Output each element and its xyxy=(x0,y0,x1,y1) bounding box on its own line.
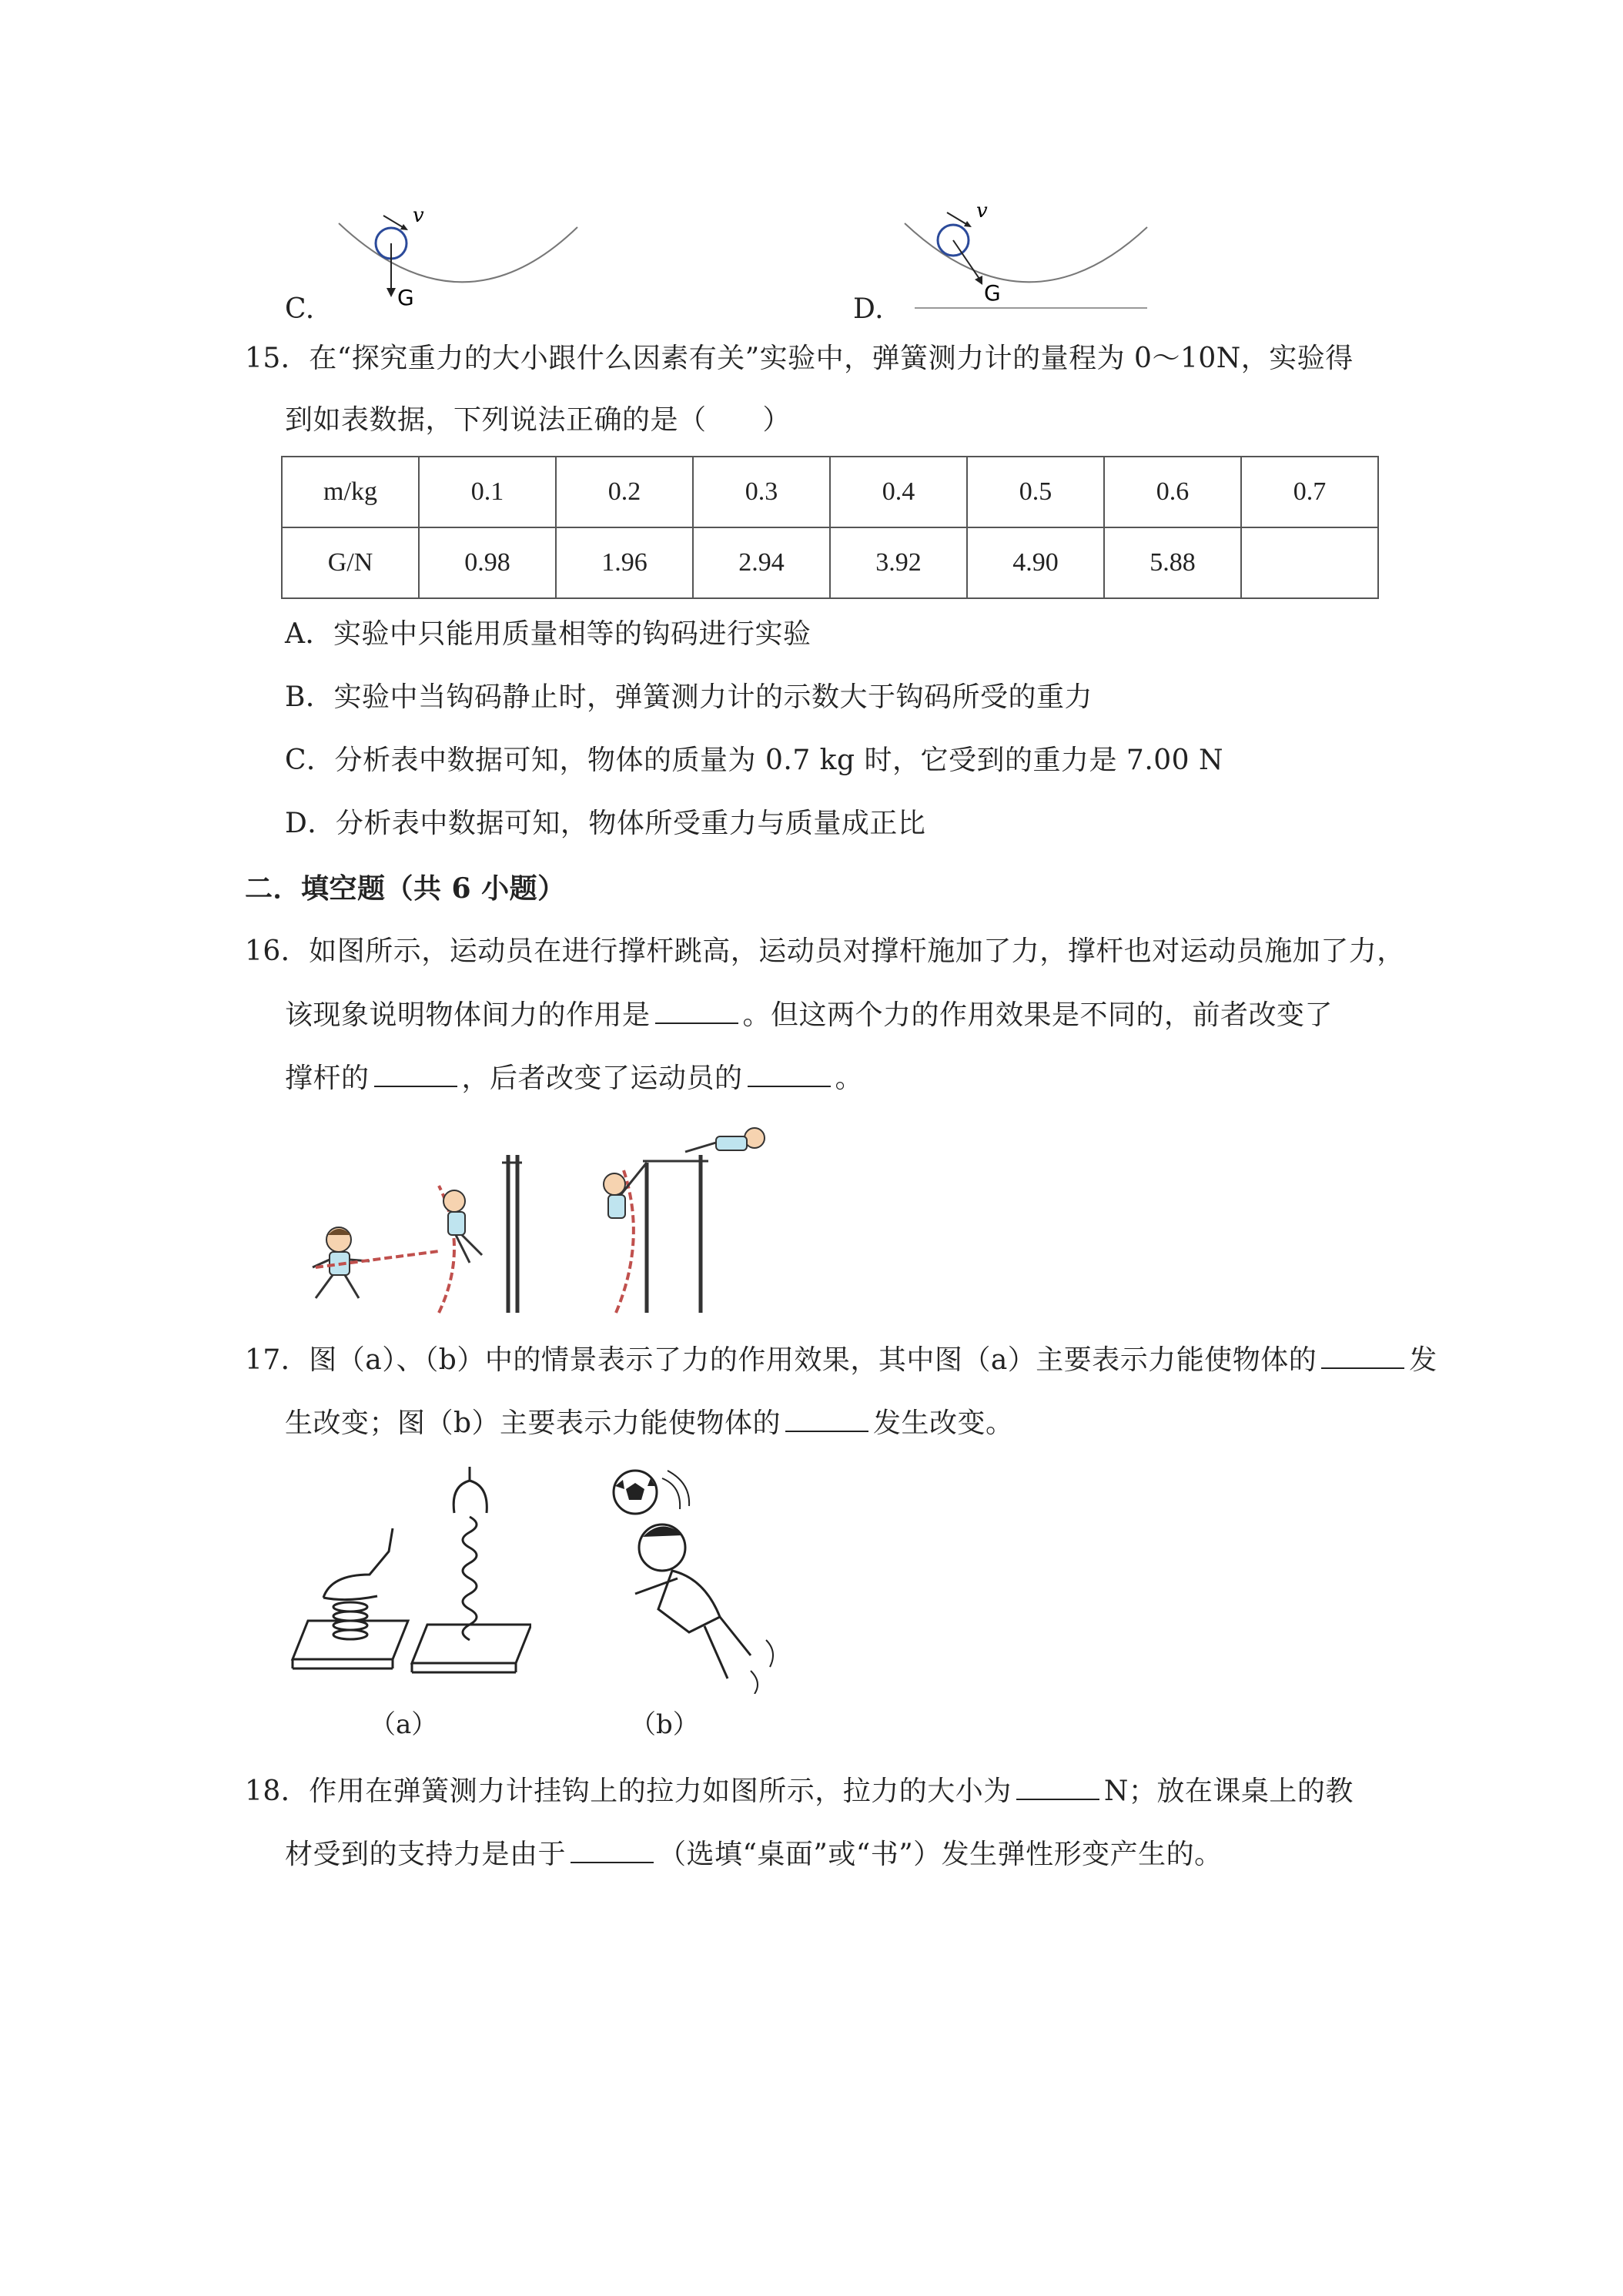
table-cell: 2.94 xyxy=(693,527,830,598)
q16-blank-1[interactable] xyxy=(655,996,738,1024)
table-cell: 4.90 xyxy=(967,527,1104,598)
q16-text: 。但这两个力的作用效果是不同的，前者改变了 xyxy=(742,999,1334,1031)
q15-option-d: D．分析表中数据可知，物体所受重力与质量成正比 xyxy=(285,808,926,839)
gravity-label: G xyxy=(397,285,414,310)
q18-blank-2[interactable] xyxy=(571,1836,654,1863)
table-cell: 1.96 xyxy=(556,527,693,598)
pole-vault-figure xyxy=(285,1124,778,1317)
q18-blank-1[interactable] xyxy=(1016,1772,1099,1800)
q16-blank-3[interactable] xyxy=(748,1059,831,1087)
q17-text: 生改变；图（b）主要表示力能使物体的 xyxy=(285,1407,781,1439)
gravity-label: G xyxy=(984,280,1001,306)
q15-option-b: B．实验中当钩码静止时，弹簧测力计的示数大于钩码所受的重力 xyxy=(285,681,1093,713)
q17-blank-2[interactable] xyxy=(785,1404,868,1432)
velocity-label: v xyxy=(413,204,424,227)
table-cell: 0.1 xyxy=(419,457,556,527)
option-d-figure xyxy=(893,192,1170,316)
curved-track xyxy=(339,223,577,282)
q16-text: 该现象说明物体间力的作用是 xyxy=(285,999,651,1031)
option-d-label: D. xyxy=(853,293,885,325)
option-c-label: C. xyxy=(285,293,315,325)
q17-text: 发生改变。 xyxy=(873,1407,1014,1439)
vaulter-sprite xyxy=(443,1190,482,1263)
table-cell: 0.6 xyxy=(1104,457,1241,527)
q15-stem-line1: 15．在“探究重力的大小跟什么因素有关”实验中，弹簧测力计的量程为 0～10N，实验得 xyxy=(245,343,1354,374)
q16-text: ，后者改变了运动员的 xyxy=(461,1063,743,1094)
q17-text: 发 xyxy=(1409,1344,1437,1376)
velocity-label: v xyxy=(976,199,988,223)
table-cell: 0.2 xyxy=(556,457,693,527)
table-cell: 0.3 xyxy=(693,457,830,527)
q17-stem-line1 xyxy=(245,1341,1437,1379)
q15-option-a: A．实验中只能用质量相等的钩码进行实验 xyxy=(285,618,812,650)
q18-stem-line1 xyxy=(245,1772,1354,1810)
q16-stem-line1: 16．如图所示，运动员在进行撑杆跳高，运动员对撑杆施加了力，撑杆也对运动员施加了力， xyxy=(245,935,1405,967)
q16-blank-2[interactable] xyxy=(374,1059,457,1087)
q17-blank-1[interactable] xyxy=(1321,1341,1404,1369)
table-cell: 5.88 xyxy=(1104,527,1241,598)
table-cell: 0.5 xyxy=(967,457,1104,527)
q16-text: 。 xyxy=(835,1063,864,1094)
q18-text: 材受到的支持力是由于 xyxy=(285,1839,567,1870)
table-cell: 0.7 xyxy=(1241,457,1378,527)
caption-b: （b） xyxy=(630,1709,699,1740)
table-row-gravity xyxy=(282,527,1378,598)
option-c-figure xyxy=(323,192,601,316)
q18-text: （选填“桌面”或“书”）发生弹性形变产生的。 xyxy=(658,1839,1223,1870)
q16-stem-line2 xyxy=(285,996,1333,1034)
q15-option-c: C．分析表中数据可知，物体的质量为 0.7 kg 时，它受到的重力是 7.00 N xyxy=(285,745,1224,776)
table-cell: G/N xyxy=(282,527,419,598)
section-heading: 二．填空题（共 6 小题） xyxy=(245,872,566,905)
q16-text: 撑杆的 xyxy=(285,1063,370,1094)
q18-text: 18．作用在弹簧测力计挂钩上的拉力如图所示，拉力的大小为 xyxy=(245,1776,1012,1807)
q16-stem-line3 xyxy=(285,1059,863,1097)
figure-a-springs xyxy=(285,1467,531,1690)
q18-stem-line2 xyxy=(285,1836,1223,1873)
table-cell-empty xyxy=(1241,527,1378,598)
table-cell: m/kg xyxy=(282,457,419,527)
table-cell: 0.98 xyxy=(419,527,556,598)
table-cell: 0.4 xyxy=(830,457,967,527)
table-cell: 3.92 xyxy=(830,527,967,598)
caption-a: （a） xyxy=(370,1709,438,1740)
q15-data-table xyxy=(281,456,1379,599)
q17-text: 17．图（a）、（b）中的情景表示了力的作用效果，其中图（a）主要表示力能使物体的 xyxy=(245,1344,1317,1376)
q15-stem-line2: 到如表数据，下列说法正确的是（ ） xyxy=(285,404,791,436)
soccer-ball-icon xyxy=(614,1471,657,1514)
table-row-mass xyxy=(282,457,1378,527)
q18-text: N；放在课桌上的教 xyxy=(1103,1776,1354,1807)
vaulter-sprite xyxy=(685,1128,765,1152)
q17-stem-line2 xyxy=(285,1404,1014,1442)
figure-b-header xyxy=(604,1463,812,1694)
